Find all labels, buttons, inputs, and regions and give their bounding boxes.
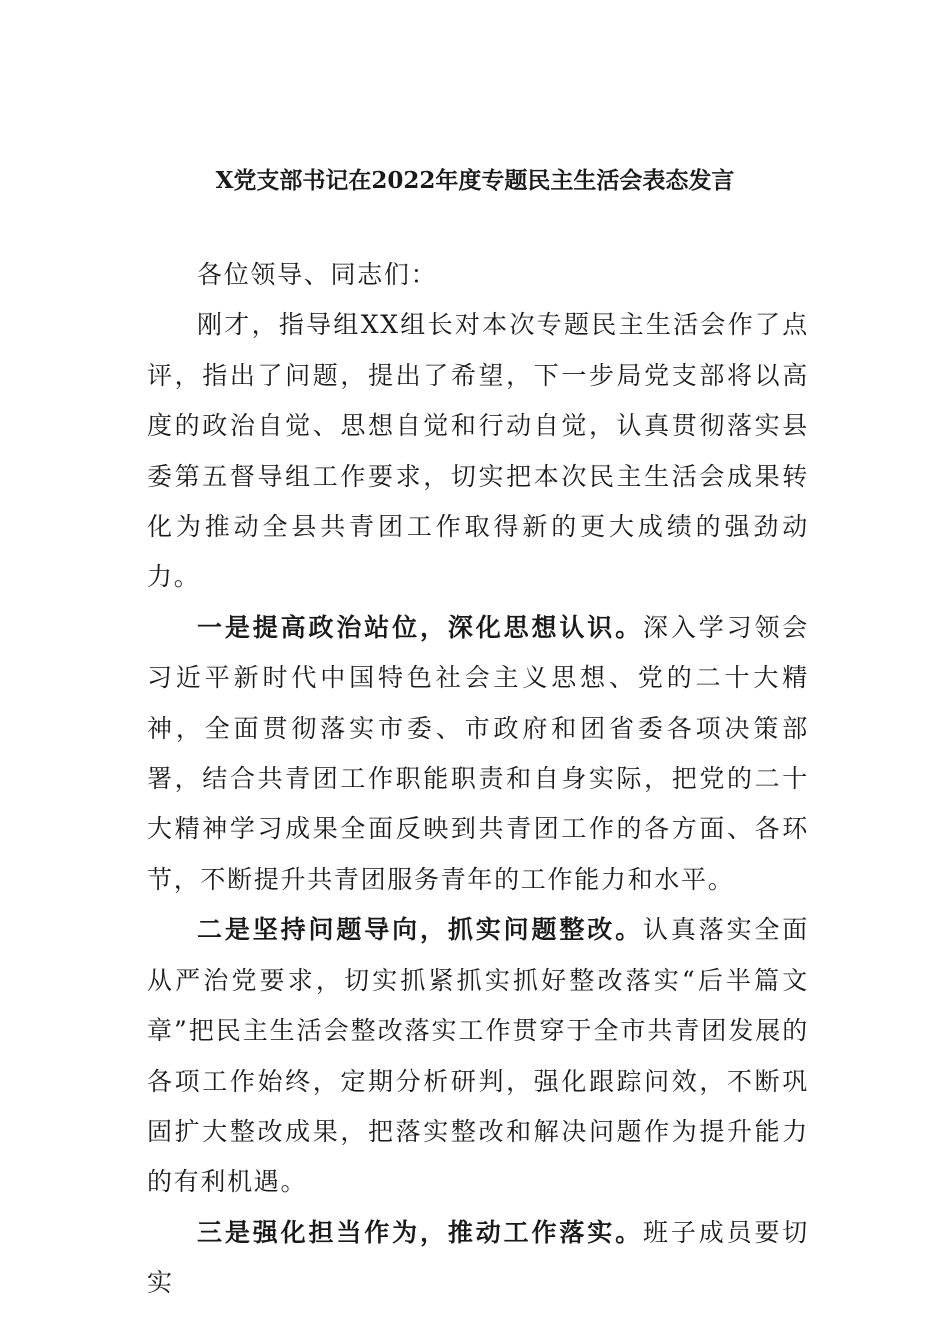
point-text-2: 认真落实全面从严治党要求，切实抓紧抓实抓好整改落实“后半篇文章”把民主生活会整改落实工作贯穿于全市共青团发展的各项工作始终，定期分析研判，强化跟踪问效，不断巩固扩大整改成果，把落实整改和解决问题作为提升能力的有利机遇。 <box>147 915 810 1197</box>
point-lead-1: 一是提高政治站位，深化思想认识。 <box>197 612 643 642</box>
point-text-1: 深入学习领会习近平新时代中国特色社会主义思想、党的二十大精神，全面贯彻落实市委、市政府和团省委各项决策部署，结合共青团工作职能职责和自身实际，把党的二十大精神学习成果全面反映到共青团工作的各方面、各环节，不断提升共青团服务青年的工作能力和水平。 <box>147 612 810 894</box>
point-lead-3: 三是强化担当作为，推动工作落实。 <box>197 1217 643 1247</box>
point-paragraph-2 <box>147 905 809 1207</box>
point-text-3: 班子成员要切实 <box>147 1217 810 1298</box>
document-body <box>147 250 809 1309</box>
point-paragraph-1 <box>147 603 809 905</box>
point-paragraph-3 <box>147 1208 809 1309</box>
intro-paragraph: 刚才，指导组XX组长对本次专题民主生活会作了点评，指出了问题，提出了希望，下一步局党支部将以高度的政治自觉、思想自觉和行动自觉，认真贯彻落实县委第五督导组工作要求，切实把本次民主生活会成果转化为推动全县共青团工作取得新的更大成绩的强劲动力。 <box>147 310 809 592</box>
point-lead-2: 二是坚持问题导向，抓实问题整改。 <box>197 915 643 945</box>
salutation: 各位领导、同志们： <box>197 260 438 289</box>
document-title: X党支部书记在2022年度专题民主生活会表态发言 <box>215 167 735 194</box>
